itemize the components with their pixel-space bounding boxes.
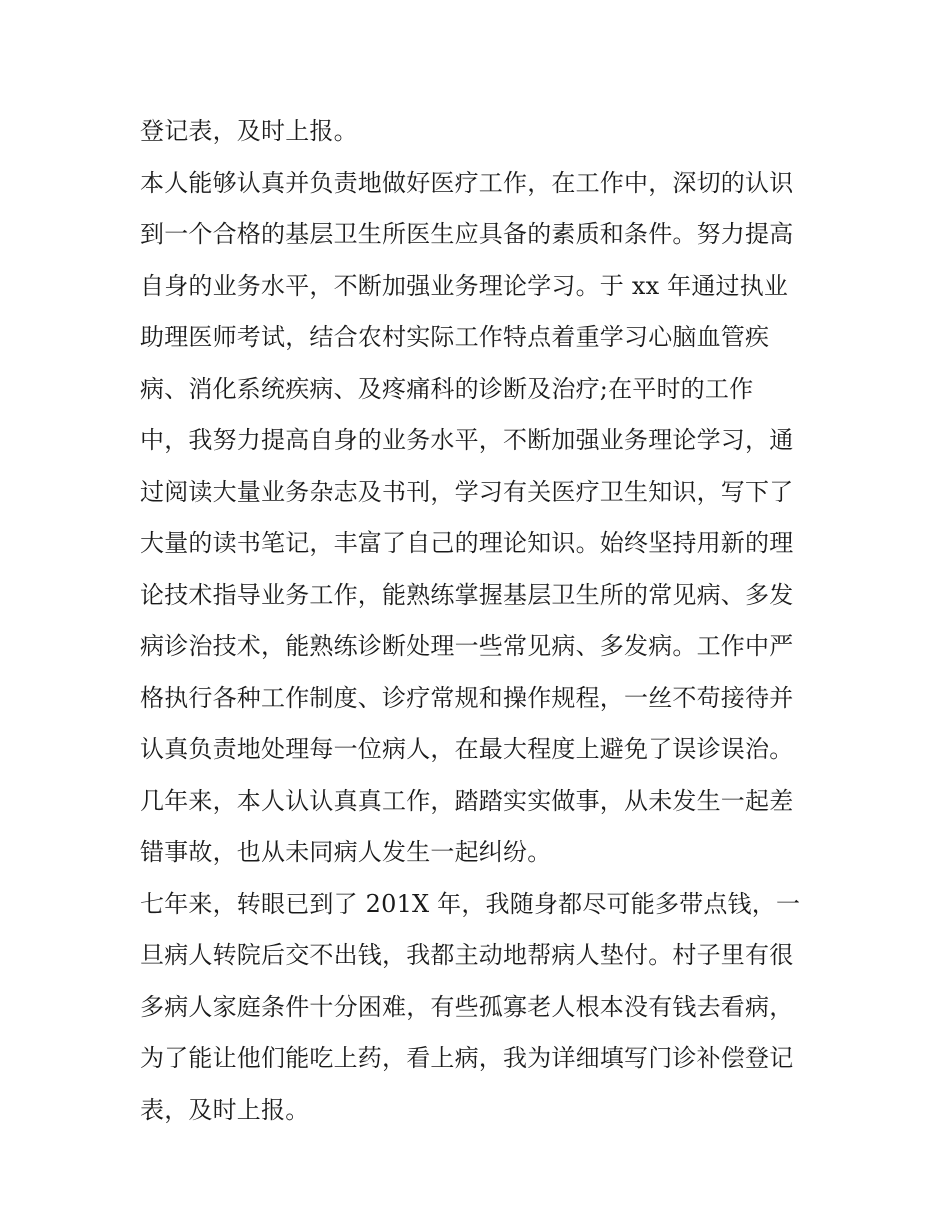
text-line: 到一个合格的基层卫生所医生应具备的素质和条件。努力提高	[140, 220, 794, 248]
text-line: 七年来，转眼已到了 201X 年，我随身都尽可能多带点钱，一	[140, 889, 801, 918]
text-line: 论技术指导业务工作，能熟练掌握基层卫生所的常见病、多发	[140, 580, 794, 609]
text-line: 几年来，本人认认真真工作，踏踏实实做事，从未发生一起差	[140, 786, 794, 815]
text-line: 多病人家庭条件十分困难，有些孤寡老人根本没有钱去看病，	[140, 992, 794, 1021]
text-line: 为了能让他们能吃上药，看上病，我为详细填写门诊补偿登记	[140, 1044, 794, 1072]
text-line: 自身的业务水平，不断加强业务理论学习。于 xx 年通过执业	[140, 271, 789, 300]
text-line: 病诊治技术，能熟练诊断处理一些常见病、多发病。工作中严	[140, 632, 794, 660]
text-line: 旦病人转院后交不出钱，我都主动地帮病人垫付。村子里有很	[140, 941, 794, 969]
text-line: 本人能够认真并负责地做好医疗工作，在工作中，深切的认识	[140, 168, 794, 197]
text-line: 表，及时上报。	[140, 1095, 310, 1124]
body-text	[140, 106, 840, 1136]
text-line: 错事故，也从未同病人发生一起纠纷。	[140, 838, 552, 866]
text-line: 病、消化系统疾病、及疼痛科的诊断及治疗;在平时的工作	[140, 374, 754, 403]
text-line: 格执行各种工作制度、诊疗常规和操作规程，一丝不苟接待并	[140, 683, 794, 712]
text-line: 过阅读大量业务杂志及书刊，学习有关医疗卫生知识，写下了	[140, 477, 794, 506]
text-line: 中，我努力提高自身的业务水平，不断加强业务理论学习，通	[140, 426, 794, 454]
text-line: 认真负责地处理每一位病人，在最大程度上避免了误诊误治。	[140, 735, 794, 763]
text-line: 大量的读书笔记，丰富了自己的理论知识。始终坚持用新的理	[140, 529, 794, 557]
text-line: 登记表，及时上报。	[140, 117, 358, 145]
text-line: 助理医师考试，结合农村实际工作特点着重学习心脑血管疾	[140, 323, 770, 351]
